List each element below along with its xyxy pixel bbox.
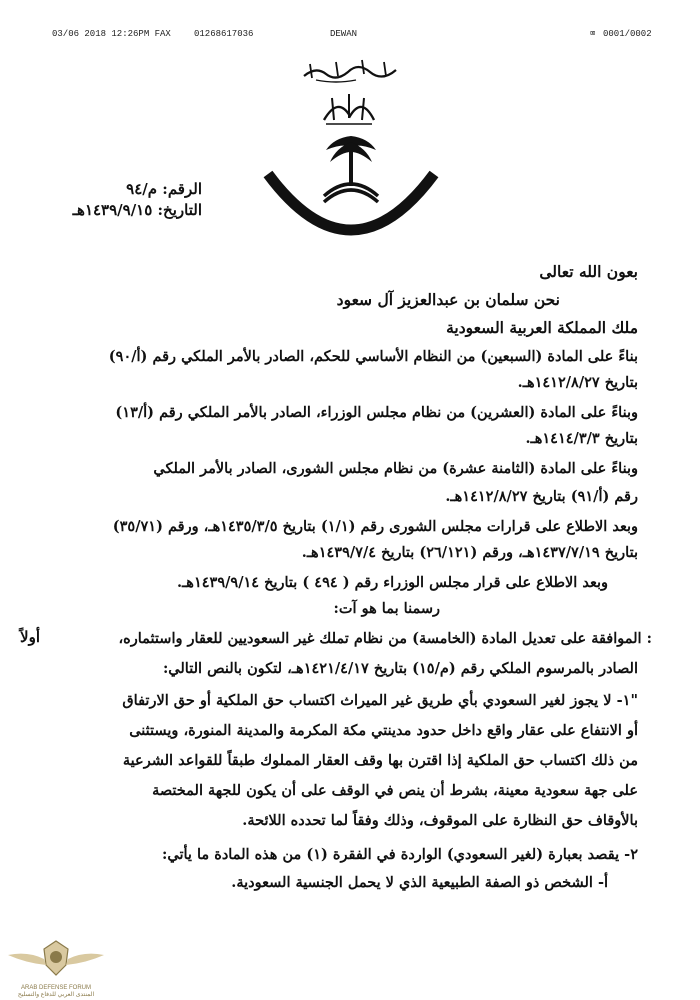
article-one-label: أولاً bbox=[20, 628, 40, 646]
article-line: أو الانتفاع على عقار واقع داخل حدود مدينتي مكة المكرمة والمدينة المنورة، ويستثنى bbox=[129, 722, 638, 739]
decree-line: وبناءً على المادة (العشرين) من نظام مجلس الوزراء، الصادر بالأمر الملكي رقم (أ/١٣) bbox=[115, 404, 638, 421]
decree-line: بناءً على المادة (السبعين) من النظام الأساسي للحكم، الصادر بالأمر الملكي رقم (أ/٩٠) bbox=[108, 348, 638, 365]
fax-header bbox=[0, 29, 700, 43]
fax-number: 01268617036 bbox=[194, 29, 254, 39]
decree-line: وبعد الاطلاع على قرارات مجلس الشورى رقم (١/١) بتاريخ ١٤٣٥/٣/٥هـ، ورقم (٣٥/٧١) bbox=[112, 518, 638, 535]
forum-watermark-title: ARAB DEFENSE FORUM bbox=[20, 985, 91, 991]
article-line: ٢- يقصد بعبارة (لغير السعودي) الواردة في الفقرة (١) من هذه المادة ما يأتي: bbox=[162, 846, 638, 863]
decree-line: بتاريخ ١٤١٢/٨/٢٧هـ. bbox=[517, 374, 638, 391]
king-title: ملك المملكة العربية السعودية bbox=[446, 318, 638, 337]
article-line: : الموافقة على تعديل المادة (الخامسة) من نظام تملك غير السعوديين للعقار واستثماره، bbox=[118, 630, 652, 647]
fax-sender: DEWAN bbox=[330, 29, 358, 39]
decree-line: بتاريخ ١٤٣٧/٧/١٩هـ، ورقم (٢٦/١٢١) بتاريخ ١٤٣٩/٧/٤هـ. bbox=[301, 544, 638, 561]
basmala-calligraphy bbox=[296, 52, 406, 86]
decree-opening: بعون الله تعالى bbox=[539, 262, 638, 281]
king-name: نحن سلمان بن عبدالعزيز آل سعود bbox=[336, 290, 560, 309]
article-line: بالأوقاف حق النظارة على الموقوف، وذلك وفقاً لما تحدده اللائحة. bbox=[242, 812, 638, 829]
decree-line: رسمنا بما هو آت: bbox=[333, 600, 440, 617]
reference-number: الرقم: م/٩٤ bbox=[126, 180, 202, 198]
decree-line: وبناءً على المادة (الثامنة عشرة) من نظام مجلس الشورى، الصادر بالأمر الملكي bbox=[153, 460, 638, 477]
article-line: "١- لا يجوز لغير السعودي بأي طريق غير الميراث اكتساب حق الملكية أو حق الارتفاق bbox=[122, 692, 638, 709]
article-line: الصادر بالمرسوم الملكي رقم (م/١٥) بتاريخ ١٤٢١/٤/١٧هـ، لتكون بالنص التالي: bbox=[162, 660, 638, 677]
article-line: من ذلك اكتساب حق الملكية إذا اقترن بها وقف العقار المملوك طبقاً للقواعد الشرعية bbox=[122, 752, 638, 769]
forum-watermark-subtitle: المنتدى العربي للدفاع والتسليح bbox=[17, 992, 95, 998]
fax-datetime: 03/06 2018 12:26PM FAX bbox=[52, 29, 171, 39]
decree-line: رقم (أ/٩١) بتاريخ ١٤١٢/٨/٢٧هـ. bbox=[445, 488, 638, 505]
fax-page-count: 0001/0002 bbox=[603, 29, 652, 39]
decree-line: وبعد الاطلاع على قرار مجلس الوزراء رقم ( ٤٩٤ ) بتاريخ ١٤٣٩/٩/١٤هـ. bbox=[177, 574, 608, 591]
article-line: على جهة سعودية معينة، بشرط أن ينص في الوقف على أن يكون للجهة المختصة bbox=[152, 782, 638, 799]
shahada-calligraphy bbox=[318, 90, 380, 128]
reference-date: التاريخ: ١٤٣٩/٩/١٥هـ bbox=[72, 201, 202, 219]
article-line: أ- الشخص ذو الصفة الطبيعية الذي لا يحمل الجنسية السعودية. bbox=[231, 874, 608, 891]
decree-line: بتاريخ ١٤١٤/٣/٣هـ. bbox=[525, 430, 638, 447]
kingdom-arc bbox=[258, 168, 444, 254]
fax-icon: ⌧ bbox=[590, 29, 596, 39]
forum-watermark-text bbox=[0, 985, 112, 998]
